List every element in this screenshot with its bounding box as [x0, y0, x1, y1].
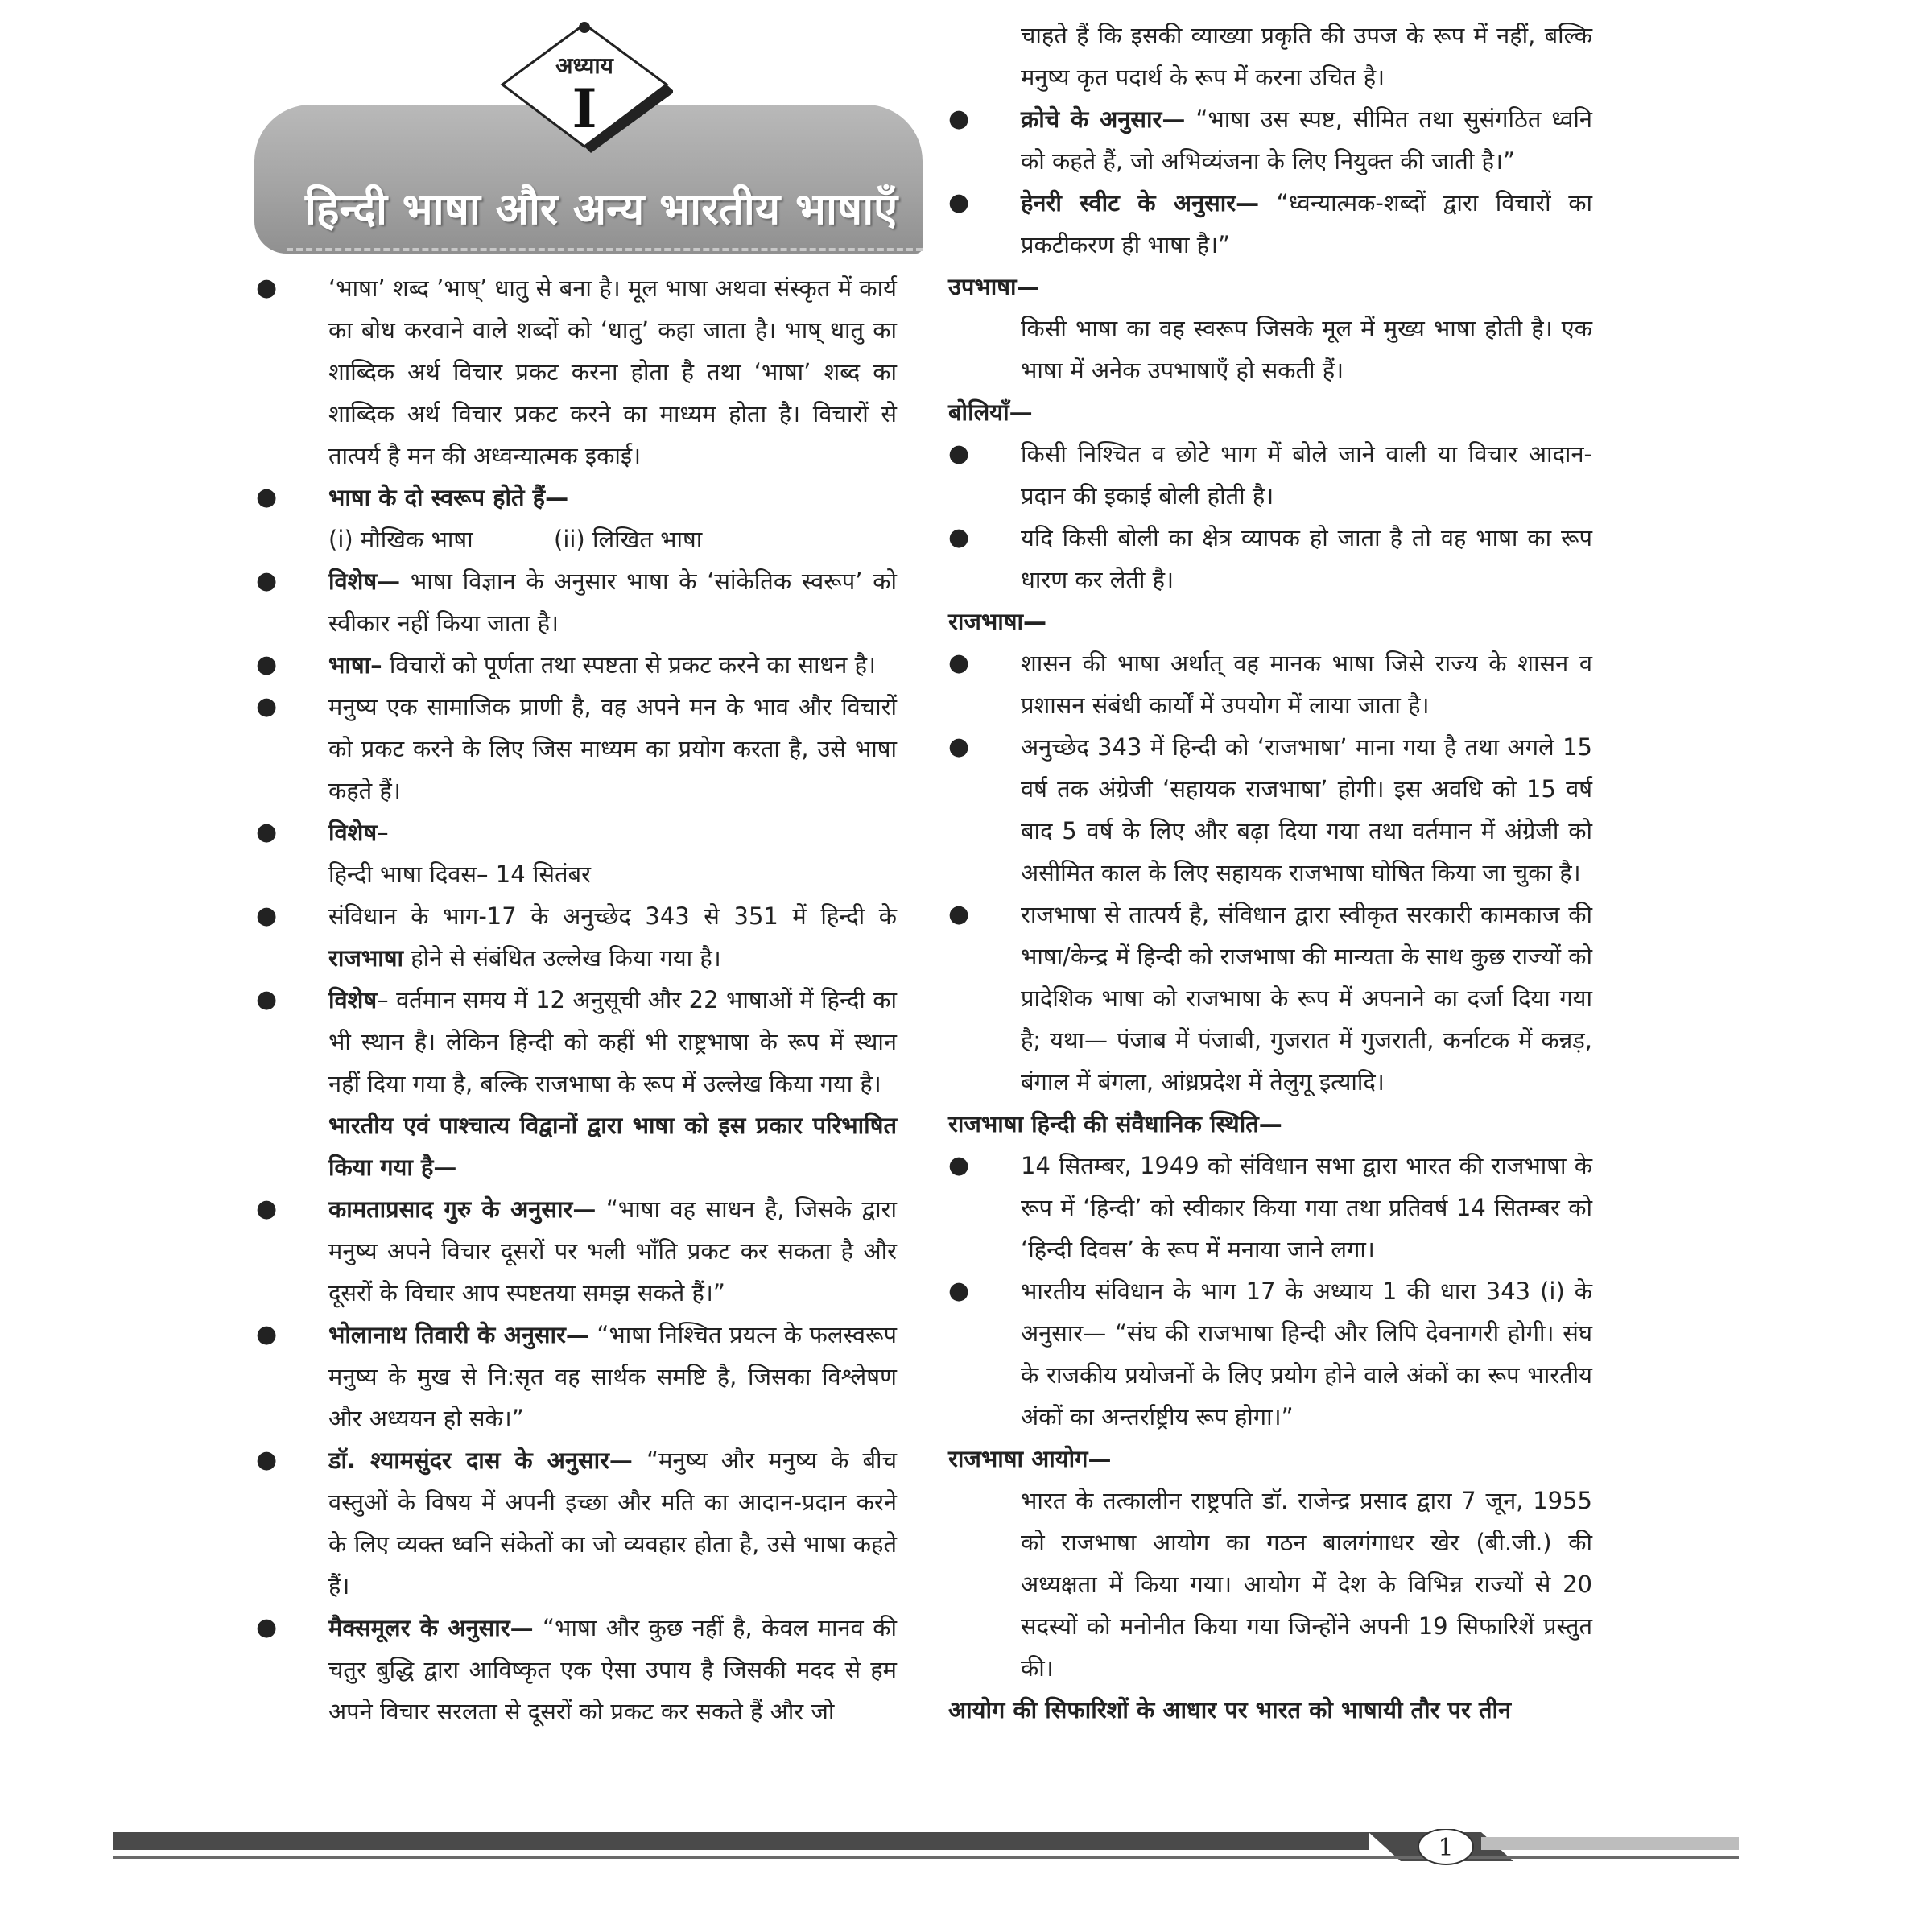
list-item — [948, 1270, 1592, 1438]
item-lead: क्रोचे के अनुसार— — [1021, 105, 1186, 133]
item-text: – वर्तमान समय में 12 अनुसूची और 22 भाषाओं में हिन्दी का भी स्थान है। लेकिन हिन्दी को कहीं भी राष्ट्रभाषा के रूप में स्थान नहीं दिया गया है, बल्कि राजभाषा के रूप में उल्लेख किया गया है। — [328, 986, 897, 1097]
item-text: भारतीय संविधान के भाग 17 के अध्याय 1 की धारा 343 (i) के अनुसार— “संघ की राजभाषा हिन्दी और लिपि देवनागरी होगी। संघ के राजकीय प्रयोजनों के लिए प्रयोग होने वाले अंकों का रूप भारतीय अंकों का अन्तर्राष्ट्रीय रूप होगा।” — [1021, 1278, 1592, 1430]
item-heading: भाषा के दो स्वरूप होते हैं— — [328, 484, 569, 511]
item-lead: भोलानाथ तिवारी के अनुसार— — [328, 1321, 589, 1348]
right-column — [948, 14, 1592, 1731]
list-item — [256, 560, 897, 644]
item-lead: मैक्समूलर के अनुसार— — [328, 1614, 534, 1641]
chapter-number: I — [572, 77, 597, 140]
bullet-icon: ● — [256, 483, 278, 511]
item-text: “ध्वन्यात्मक-शब्दों द्वारा विचारों का प्रकटीकरण ही भाषा है।” — [1021, 189, 1592, 258]
list-item — [948, 642, 1592, 726]
item-text: “भाषा वह साधन है, जिसके द्वारा मनुष्य अपने विचार दूसरों पर भली भाँति प्रकट कर सकता है और दूसरों के विचार आप स्पष्टतया समझ सकते हैं।” — [328, 1195, 898, 1307]
item-lead: विशेष — [328, 819, 378, 846]
item-text: अनुच्छेद 343 में हिन्दी को ‘राजभाषा’ माना गया है तथा अगले 15 वर्ष तक अंग्रेजी ‘सहायक राजभाषा’ होगी। इस अवधि को 15 वर्ष बाद 5 वर्ष के लिए और बढ़ा दिया गया तथा वर्तमान में अंग्रेजी को असीमित काल के लिए सहायक राजभाषा घोषित किया जा चुका है। — [1021, 733, 1592, 886]
left-column — [256, 267, 897, 1732]
bullet-icon: ● — [948, 1277, 970, 1305]
item-text: “भाषा उस स्पष्ट, सीमित तथा सुसंगठित ध्वनि को कहते हैं, जो अभिव्यंजना के लिए नियुक्त की जाती है।” — [1021, 105, 1593, 175]
section-heading-upbhasha: उपभाषा— — [948, 273, 1040, 300]
list-item — [948, 726, 1592, 894]
bullet-icon: ● — [948, 523, 970, 551]
item-text: होने से संबंधित उल्लेख किया गया है। — [403, 944, 721, 972]
item-lead: विशेष— — [328, 568, 401, 595]
list-item — [256, 644, 897, 686]
bullet-icon: ● — [256, 818, 278, 846]
chapter-header — [254, 16, 923, 258]
paragraph: भारत के तत्कालीन राष्ट्रपति डॉ. राजेन्द्र प्रसाद द्वारा 7 जून, 1955 को राजभाषा आयोग का गठन बालगंगाधर खेर (बी.जी.) की अध्यक्षता में किया गया। आयोग में देश के विभिन्न राज्यों से 20 सदस्यों को मनोनीत किया गया जिन्होंने अपनी 19 सिफारिशें प्रस्तुत की। — [1021, 1487, 1592, 1682]
continued-text: चाहते हैं कि इसकी व्याख्या प्रकृति की उपज के रूप में नहीं, बल्कि मनुष्य कृत पदार्थ के रूप में करना उचित है। — [1021, 22, 1592, 91]
list-item — [256, 1314, 897, 1439]
item-text: मनुष्य एक सामाजिक प्राणी है, वह अपने मन के भाव और विचारों को प्रकट करने के लिए जिस माध्यम का प्रयोग करता है, उसे भाषा कहते हैं। — [328, 693, 897, 804]
bullet-icon: ● — [948, 733, 970, 761]
bullet-icon: ● — [948, 649, 970, 677]
list-item — [948, 98, 1592, 182]
chapter-label: अध्याय — [555, 52, 613, 79]
bullet-icon: ● — [948, 1151, 970, 1179]
item-lead: कामताप्रसाद गुरु के अनुसार— — [328, 1195, 597, 1223]
bullet-icon: ● — [256, 1195, 278, 1223]
list-item — [948, 182, 1592, 266]
list-item — [256, 1607, 897, 1732]
item-text: ‘भाषा’ शब्द ’भाष्’ धातु से बना है। मूल भाषा अथवा संस्कृत में कार्य का बोध करवाने वाले शब्दों को ‘धातु’ कहा जाता है। भाष् धातु का शाब्दिक अर्थ विचार प्रकट करना होता है तथा ‘भाषा’ शब्द का शाब्दिक अर्थ विचार प्रकट करने का माध्यम होता है। विचारों से तात्पर्य है मन की अध्वन्यात्मक इकाई। — [328, 275, 897, 469]
list-item — [256, 686, 897, 811]
hindi-day-line: हिन्दी भाषा दिवस– 14 सितंबर — [328, 861, 591, 888]
forms-line — [256, 518, 897, 560]
item-text: किसी निश्चित व छोटे भाग में बोले जाने वाली या विचार आदान-प्रदान की इकाई बोली होती है। — [1021, 440, 1592, 510]
list-item — [948, 894, 1592, 1103]
item-text: विचारों को पूर्णता तथा स्पष्टता से प्रकट करने का साधन है। — [382, 651, 877, 679]
bullet-icon: ● — [256, 902, 278, 930]
section-heading-rajbhasha: राजभाषा— — [948, 608, 1047, 635]
bullet-icon: ● — [256, 1613, 278, 1641]
bullet-icon: ● — [256, 985, 278, 1013]
section-heading-boliyan: बोलियाँ— — [948, 398, 1033, 426]
section-heading: भारतीय एवं पाश्चात्य विद्वानों द्वारा भाषा को इस प्रकार परिभाषित किया गया है— — [328, 1112, 897, 1181]
form-oral: (i) मौखिक भाषा — [328, 526, 473, 553]
closing-heading: आयोग की सिफारिशों के आधार पर भारत को भाषायी तौर पर तीन — [948, 1696, 1512, 1724]
bullet-icon: ● — [948, 105, 970, 133]
bullet-icon: ● — [948, 440, 970, 468]
list-item — [948, 433, 1592, 517]
bullet-icon: ● — [948, 188, 970, 217]
list-item — [256, 267, 897, 477]
item-lead: डॉ. श्यामसुंदर दास के अनुसार— — [328, 1447, 633, 1474]
item-lead: भाषा– — [328, 651, 382, 679]
item-lead: हेनरी स्वीट के अनुसार— — [1021, 189, 1260, 217]
item-text: शासन की भाषा अर्थात् वह मानक भाषा जिसे राज्य के शासन व प्रशासन संबंधी कार्यों में उपयोग में लाया जाता है। — [1021, 650, 1592, 719]
list-item — [256, 979, 897, 1104]
form-written: (ii) लिखित भाषा — [554, 526, 703, 553]
list-item — [948, 517, 1592, 601]
item-text: यदि किसी बोली का क्षेत्र व्यापक हो जाता है तो वह भाषा का रूप धारण कर लेती है। — [1021, 524, 1592, 593]
page-number: 1 — [1438, 1834, 1454, 1862]
bullet-icon: ● — [256, 650, 278, 679]
bullet-icon: ● — [256, 567, 278, 595]
item-text: 14 सितम्बर, 1949 को संविधान सभा द्वारा भारत की राजभाषा के रूप में ‘हिन्दी’ को स्वीकार किया गया तथा प्रतिवर्ष 14 सितम्बर को ‘हिन्दी दिवस’ के रूप में मनाया जाने लगा। — [1021, 1152, 1592, 1263]
bullet-icon: ● — [256, 692, 278, 720]
list-item — [256, 895, 897, 979]
footer-bar — [113, 1829, 1739, 1868]
section-heading-sanvaidhanik: राजभाषा हिन्दी की संवैधानिक स्थिति— — [948, 1110, 1282, 1137]
bullet-icon: ● — [256, 1320, 278, 1348]
list-item — [256, 1439, 897, 1607]
item-text: संविधान के भाग-17 के अनुच्छेद 343 से 351 में हिन्दी के — [328, 902, 897, 930]
item-text: “भाषा और कुछ नहीं है, केवल मानव की चतुर बुद्धि द्वारा आविष्कृत एक ऐसा उपाय है जिसकी मदद से हम अपने विचार सरलता से दूसरों को प्रकट कर सकते हैं और जो — [328, 1614, 897, 1725]
title-underline — [287, 248, 923, 251]
item-lead: विशेष — [328, 986, 378, 1013]
item-text: “भाषा निश्चित प्रयत्न के फलस्वरूप मनुष्य के मुख से नि:सृत वह सार्थक समष्टि है, जिसका विश्लेषण और अध्ययन हो सके।” — [328, 1321, 897, 1432]
chapter-title: हिन्दी भाषा और अन्य भारतीय भाषाएँ — [304, 184, 898, 234]
item-dash: – — [377, 819, 389, 846]
section-heading-aayog: राजभाषा आयोग— — [948, 1445, 1112, 1472]
list-item — [256, 811, 897, 853]
list-item — [948, 1145, 1592, 1270]
paragraph: किसी भाषा का वह स्वरूप जिसके मूल में मुख्य भाषा होती है। एक भाषा में अनेक उपभाषाएँ हो सकती हैं। — [1021, 315, 1592, 384]
bullet-icon: ● — [948, 900, 970, 928]
item-text: राजभाषा से तात्पर्य है, संविधान द्वारा स्वीकृत सरकारी कामकाज की भाषा/केन्द्र में हिन्दी को राजभाषा की मान्यता के साथ कुछ राज्यों को प्रादेशिक भाषा को राजभाषा के रूप में अपनाने का दर्जा दिया गया है; यथा— पंजाब में पंजाबी, गुजरात में गुजराती, कर्नाटक में कन्नड़, बंगाल में बंगला, आंध्रप्रदेश में तेलुगू इत्यादि। — [1021, 901, 1592, 1096]
list-item — [256, 477, 897, 518]
item-text: “मनुष्य और मनुष्य के बीच वस्तुओं के विषय में अपनी इच्छा और मति का आदान-प्रदान करने के लिए व्यक्त ध्वनि संकेतों का जो व्यवहार होता है, उसे भाषा कहते हैं। — [328, 1447, 897, 1600]
list-item — [256, 1188, 897, 1314]
item-bold: राजभाषा — [328, 944, 404, 972]
bullet-icon: ● — [256, 1446, 278, 1474]
item-text: भाषा विज्ञान के अनुसार भाषा के ‘सांकेतिक स्वरूप’ को स्वीकार नहीं किया जाता है। — [328, 568, 897, 637]
bullet-icon: ● — [256, 274, 278, 302]
